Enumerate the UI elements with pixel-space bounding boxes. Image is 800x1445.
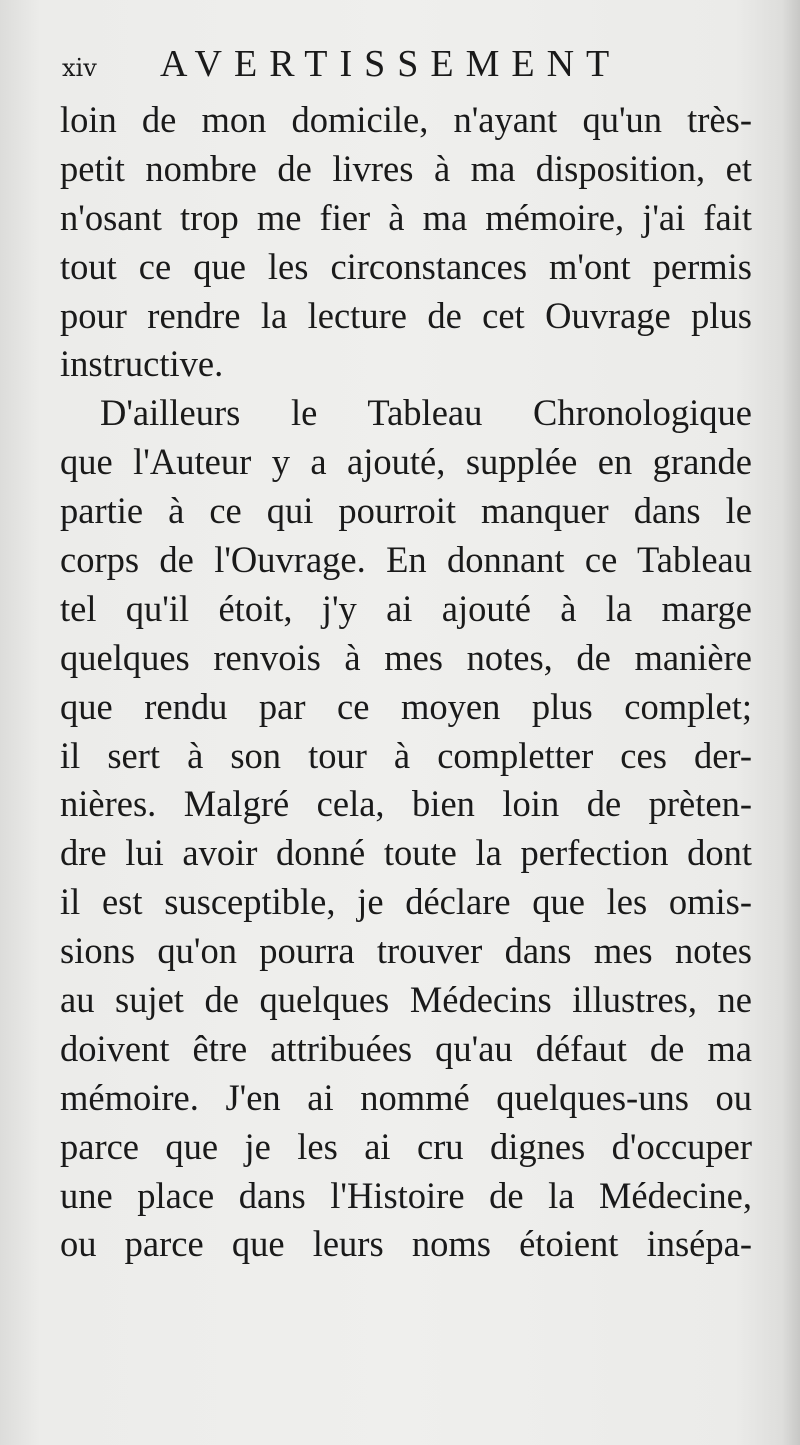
text-line: D'ailleurs le Tableau Chronologique bbox=[100, 392, 752, 434]
text-line: n'osant trop me fier à ma mémoire, j'ai fait bbox=[60, 196, 752, 238]
page-header bbox=[62, 42, 662, 92]
text-line: que rendu par ce moyen plus complet; bbox=[60, 685, 752, 727]
text-line: il est susceptible, je déclare que les omis- bbox=[60, 881, 752, 923]
page-edge-shadow bbox=[782, 0, 800, 1445]
text-line: nières. Malgré cela, bien loin de prèten- bbox=[60, 783, 752, 825]
text-line: pour rendre la lecture de cet Ouvrage plus bbox=[60, 294, 752, 336]
text-line: quelques renvois à mes notes, de manière bbox=[60, 636, 752, 678]
text-line: tel qu'il étoit, j'y ai ajouté à la marge bbox=[60, 587, 752, 629]
text-line: corps de l'Ouvrage. En donnant ce Tableau bbox=[60, 539, 752, 581]
text-line: partie à ce qui pourroit manquer dans le bbox=[60, 490, 752, 532]
text-line: tout ce que les circonstances m'ont permis bbox=[60, 245, 752, 287]
text-line: il sert à son tour à completter ces der- bbox=[60, 734, 752, 776]
text-line: instructive. bbox=[60, 343, 224, 385]
paragraph-2 bbox=[60, 389, 752, 1269]
text-line: loin de mon domicile, n'ayant qu'un très- bbox=[60, 99, 752, 140]
text-line: sions qu'on pourra trouver dans mes notes bbox=[60, 930, 752, 972]
text-line: mémoire. J'en ai nommé quelques-uns ou bbox=[60, 1076, 752, 1118]
page-number: xiv bbox=[62, 54, 97, 82]
running-title: AVERTISSEMENT bbox=[160, 43, 622, 85]
body-text bbox=[60, 96, 752, 1269]
text-line: parce que je les ai cru dignes d'occuper bbox=[60, 1125, 752, 1167]
text-line: que l'Auteur y a ajouté, supplée en grande bbox=[60, 441, 752, 483]
text-line: ou parce que leurs noms étoient insépa- bbox=[60, 1223, 752, 1265]
text-line: doivent être attribuées qu'au défaut de ma bbox=[60, 1027, 752, 1069]
text-line: au sujet de quelques Médecins illustres, ne bbox=[60, 979, 752, 1021]
text-line: petit nombre de livres à ma disposition, et bbox=[60, 147, 752, 189]
text-line: une place dans l'Histoire de la Médecine, bbox=[60, 1174, 752, 1216]
text-line: dre lui avoir donné toute la perfection dont bbox=[60, 832, 752, 874]
paragraph-1 bbox=[60, 96, 752, 389]
